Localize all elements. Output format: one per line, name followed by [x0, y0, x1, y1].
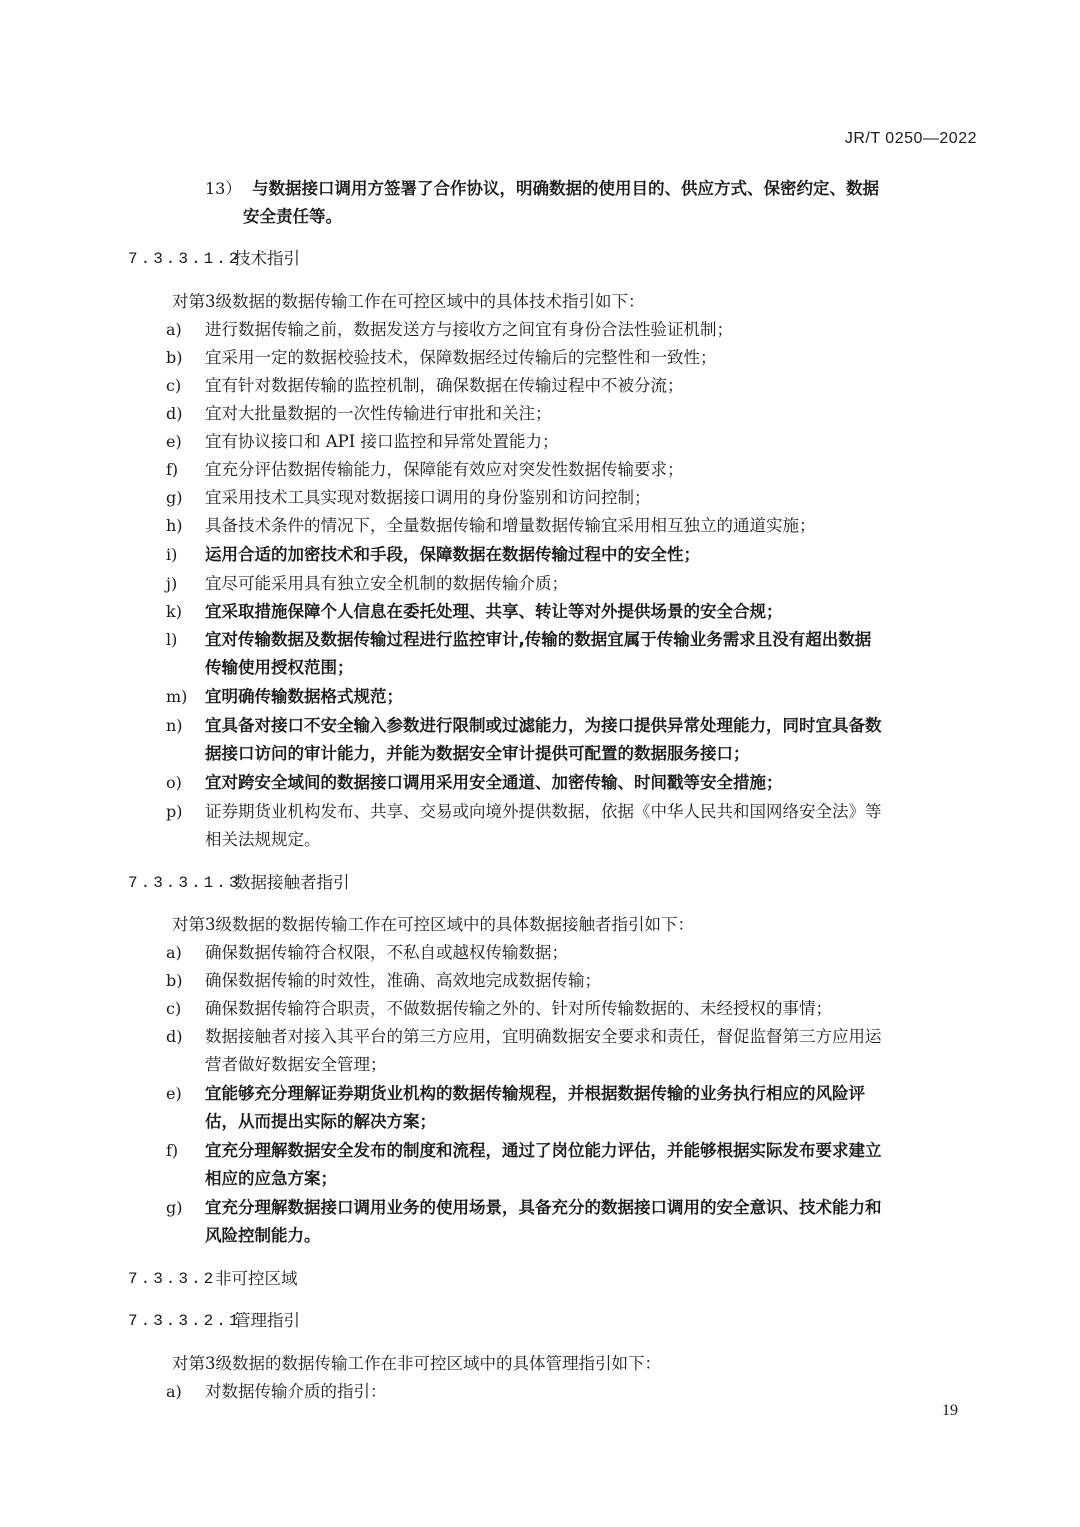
item-text: 对数据传输介质的指引： [205, 1382, 387, 1401]
item-label: c) [166, 999, 182, 1018]
item-text: 宜采用技术工具实现对数据接口调用的身份鉴别和访问控制； [205, 488, 651, 507]
item-text: 运用合适的加密技术和手段，保障数据在数据传输过程中的安全性； [205, 545, 700, 564]
item-text: 宜能够充分理解证券期货业机构的数据传输规程，并根据数据传输的业务执行相应的风险评 [205, 1084, 865, 1103]
item-label: e) [166, 1084, 182, 1103]
item-label: h) [166, 516, 183, 535]
item-label: a) [166, 320, 182, 339]
section-title: 非可控区域 [215, 1269, 298, 1288]
section-title: 管理指引 [234, 1311, 300, 1330]
item-text: 传输使用授权范围； [205, 658, 354, 677]
item-label: n) [166, 716, 183, 735]
item-label: b) [166, 348, 183, 367]
item-text: 宜对跨安全域间的数据接口调用采用安全通道、加密传输、时间戳等安全措施； [205, 773, 783, 792]
item-label: g) [166, 488, 183, 507]
item-label: c) [166, 376, 182, 395]
item-text: 与数据接口调用方签署了合作协议，明确数据的使用目的、供应方式、保密约定、数据 [252, 179, 879, 198]
section-number: 7.3.3.1.3 [128, 874, 242, 892]
item-text: 确保数据传输的时效性，准确、高效地完成数据传输； [205, 971, 601, 990]
section-number: 7.3.3.2.1 [128, 1312, 242, 1330]
item-text: 宜对传输数据及数据传输过程进行监控审计,传输的数据宜属于传输业务需求且没有超出数据 [205, 630, 872, 649]
item-text: 宜具备对接口不安全输入参数进行限制或过滤能力，为接口提供异常处理能力，同时宜具备数 [205, 716, 882, 735]
item-label: e) [166, 432, 182, 451]
item-text: 证券期货业机构发布、共享、交易或向境外提供数据，依据《中华人民共和国网络安全法》等 [205, 802, 882, 821]
item-text: 宜采用一定的数据校验技术，保障数据经过传输后的完整性和一致性； [205, 348, 717, 367]
item-text: 宜对大批量数据的一次性传输进行审批和关注； [205, 404, 552, 423]
section-number: 7.3.3.2 [128, 1270, 217, 1288]
item-label: o) [166, 773, 182, 792]
item-text: 宜有针对数据传输的监控机制，确保数据在传输过程中不被分流； [205, 376, 684, 395]
item-text: 宜明确传输数据格式规范； [205, 687, 403, 706]
section-intro: 对第3级数据的数据传输工作在可控区域中的具体数据接触者指引如下： [172, 915, 694, 934]
item-text: 风险控制能力。 [205, 1226, 321, 1245]
item-text: 宜采取措施保障个人信息在委托处理、共享、转让等对外提供场景的安全合规； [205, 602, 783, 621]
item-label: f) [166, 460, 179, 479]
item-label: j) [166, 574, 178, 593]
item-label: a) [166, 943, 182, 962]
section-intro: 对第3级数据的数据传输工作在非可控区域中的具体管理指引如下： [172, 1354, 661, 1373]
item-label: i) [166, 545, 178, 564]
item-text: 相关法规规定。 [205, 830, 321, 849]
item-text: 确保数据传输符合权限，不私自或越权传输数据； [205, 943, 568, 962]
item-label: 13） [205, 179, 242, 198]
item-label: d) [166, 1027, 183, 1046]
item-text: 进行数据传输之前，数据发送方与接收方之间宜有身份合法性验证机制； [205, 320, 733, 339]
item-label: d) [166, 404, 183, 423]
item-label: g) [166, 1198, 183, 1217]
section-title: 技术指引 [234, 249, 300, 268]
item-text: 营者做好数据安全管理； [205, 1055, 387, 1074]
item-text: 数据接触者对接入其平台的第三方应用，宜明确数据安全要求和责任，督促监督第三方应用运 [205, 1027, 882, 1046]
item-text: 宜充分理解数据安全发布的制度和流程，通过了岗位能力评估，并能够根据实际发布要求建立 [205, 1141, 882, 1160]
item-text: 具备技术条件的情况下，全量数据传输和增量数据传输宜采用相互独立的通道实施； [205, 516, 816, 535]
item-label: a) [166, 1382, 182, 1401]
item-label: k) [166, 602, 182, 621]
item-text: 宜充分理解数据接口调用业务的使用场景，具备充分的数据接口调用的安全意识、技术能力和 [205, 1198, 882, 1217]
item-label: f) [166, 1141, 179, 1160]
section-number: 7.3.3.1.2 [128, 250, 242, 268]
page-number: 19 [942, 1402, 958, 1419]
item-label: l) [166, 630, 178, 649]
item-text: 据接口访问的审计能力，并能为数据安全审计提供可配置的数据服务接口； [205, 744, 750, 763]
section-intro: 对第3级数据的数据传输工作在可控区域中的具体技术指引如下： [172, 292, 645, 311]
item-label: m) [166, 687, 188, 706]
item-text: 宜尽可能采用具有独立安全机制的数据传输介质； [205, 574, 568, 593]
item-text: 宜充分评估数据传输能力，保障能有效应对突发性数据传输要求； [205, 460, 684, 479]
section-title: 数据接触者指引 [234, 873, 350, 892]
item-label: b) [166, 971, 183, 990]
item-text: 确保数据传输符合职责，不做数据传输之外的、针对所传输数据的、未经授权的事情； [205, 999, 832, 1018]
document-id: JR/T 0250—2022 [844, 130, 977, 147]
item-text: 安全责任等。 [243, 207, 342, 226]
item-text: 宜有协议接口和 API 接口监控和异常处置能力； [205, 432, 559, 451]
item-text: 相应的应急方案； [205, 1169, 337, 1188]
item-label: p) [166, 802, 183, 821]
item-text: 估，从而提出实际的解决方案； [205, 1112, 436, 1131]
